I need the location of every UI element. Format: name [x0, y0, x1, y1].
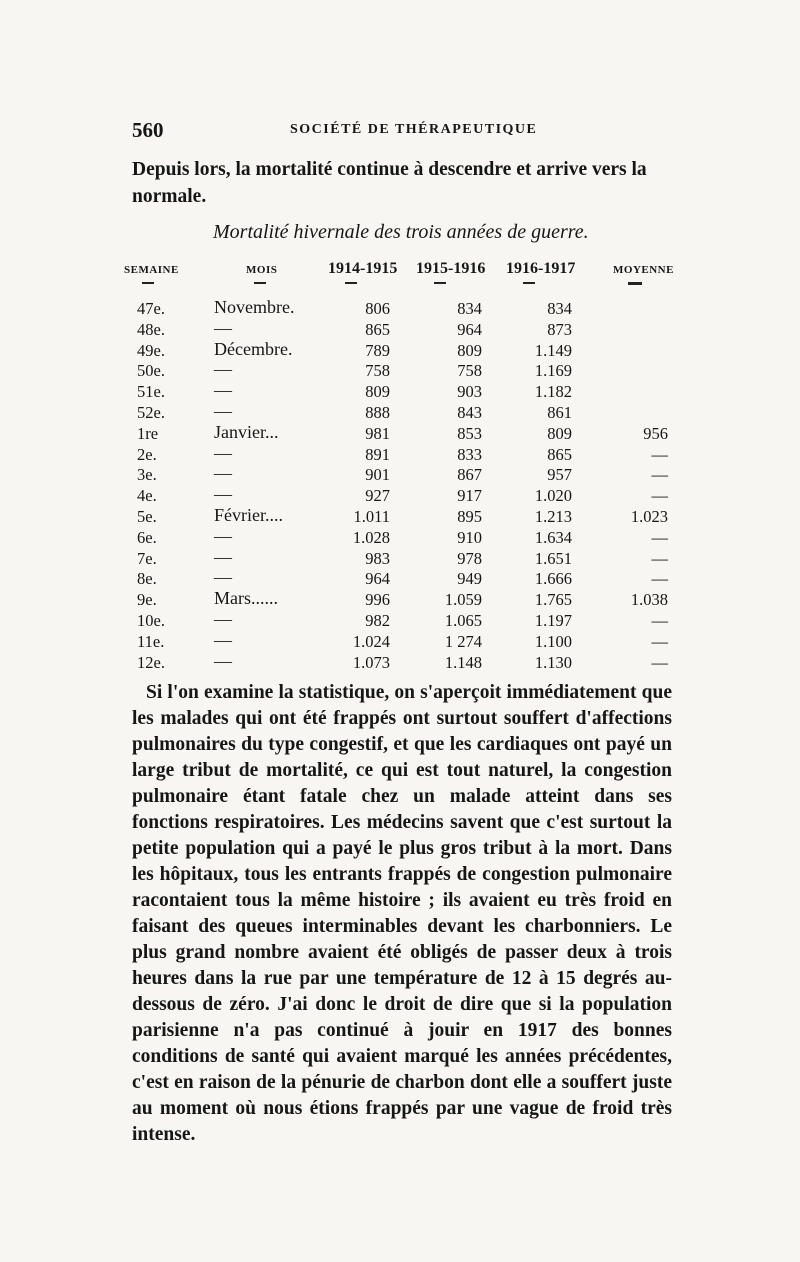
- week-cell: 6e.: [137, 527, 157, 547]
- value-1916-1917: 1.149: [534, 340, 572, 360]
- value-1916-1917: 873: [547, 319, 572, 339]
- month-cell: —: [214, 629, 232, 650]
- value-1914-1915: 1.011: [353, 507, 390, 526]
- value-1915-1916: 1.148: [444, 652, 482, 672]
- month-cell: —: [214, 401, 232, 421]
- month-cell: —: [214, 609, 232, 629]
- average-cell: —: [651, 652, 668, 672]
- value-1915-1916: 910: [457, 527, 482, 547]
- value-1914-1915: 982: [365, 611, 390, 630]
- header-dash: [628, 282, 642, 285]
- value-1915-1916: 1.059: [444, 590, 482, 610]
- value-1914-1915: 996: [365, 590, 390, 610]
- value-1914-1915: 981: [365, 423, 390, 443]
- average-cell: —: [651, 548, 668, 568]
- header-mois: MOIS: [246, 264, 278, 276]
- month-cell: —: [214, 484, 232, 505]
- value-1916-1917: 1.169: [534, 361, 572, 381]
- week-cell: 47e.: [137, 299, 165, 318]
- value-1916-1917: 957: [547, 465, 572, 485]
- value-1916-1917: 1.666: [534, 569, 572, 589]
- page-header: [132, 118, 672, 142]
- week-cell: 2e.: [137, 444, 157, 464]
- week-cell: 51e.: [137, 382, 165, 402]
- month-cell: —: [214, 567, 232, 588]
- header-1915-1916: 1915-1916: [416, 260, 486, 277]
- week-cell: 50e.: [137, 361, 165, 381]
- header-1914-1915: 1914-1915: [328, 260, 398, 277]
- week-cell: 48e.: [137, 319, 165, 339]
- value-1914-1915: 806: [365, 299, 390, 318]
- value-1915-1916: 809: [457, 340, 482, 360]
- value-1915-1916: 1.065: [444, 611, 482, 630]
- header-dash: [254, 282, 266, 284]
- average-cell: —: [651, 631, 668, 651]
- body-paragraph-text: Si l'on examine la statistique, on s'aperçoit immédiatement que les malades qui ont été frappés ont surtout souffert d'affections pulmonaires du type congestif, et que les cardiaques ont payé un large tribut de mortalité, ce qui est tout naturel, la congestion pulmonaire étant fatale chez un malade atteint dans ses fonctions respiratoires. Les médecins savent que c'est surtout la petite population qui a payé le plus gros tribut à la mort. Dans les hôpitaux, tous les entrants frappés de congestion pulmonaire racontaient tous la même histoire ; ils avaient eu très froid en faisant des queues interminables devant les charbonniers. Le plus grand nombre avaient été obligés de passer deux à trois heures dans la rue par une température de 12 à 15 degrés au-dessous de zéro. J'ai donc le droit de dire que si la population parisienne n'a pas continué à jouir en 1917 des bonnes conditions de santé qui avaient marqué les années précédentes, c'est en raison de la pénurie de charbon dont elle a souffert juste au moment où nous étions frappés par une vague de froid très intense.: [132, 682, 672, 1145]
- week-cell: 10e.: [137, 611, 165, 630]
- average-cell: —: [651, 444, 668, 464]
- value-1915-1916: 895: [457, 507, 482, 526]
- week-cell: 7e.: [137, 548, 157, 568]
- week-cell: 11e.: [137, 631, 165, 651]
- value-1914-1915: 758: [365, 361, 390, 381]
- header-dash: [142, 282, 154, 284]
- value-1915-1916: 917: [457, 486, 482, 506]
- average-cell: 956: [643, 423, 668, 443]
- month-cell: Janvier...: [214, 421, 279, 442]
- value-1916-1917: 1.213: [534, 507, 572, 526]
- average-cell: 1.038: [630, 590, 668, 610]
- month-cell: —: [214, 317, 232, 338]
- week-cell: 4e.: [137, 486, 157, 506]
- value-1914-1915: 1.073: [352, 652, 390, 672]
- week-cell: 5e.: [137, 507, 157, 526]
- value-1915-1916: 867: [457, 465, 482, 485]
- value-1915-1916: 833: [457, 444, 482, 464]
- value-1916-1917: 1.634: [534, 527, 572, 547]
- week-cell: 1re: [137, 423, 159, 443]
- value-1916-1917: 865: [547, 444, 572, 464]
- value-1914-1915: 865: [365, 319, 390, 339]
- value-1914-1915: 809: [365, 382, 390, 402]
- average-cell: —: [651, 569, 668, 589]
- week-cell: 12e.: [137, 652, 165, 672]
- value-1915-1916: 903: [457, 382, 482, 402]
- header-semaine: SEMAINE: [124, 264, 179, 276]
- value-1915-1916: 758: [457, 361, 482, 381]
- week-cell: 9e.: [137, 590, 157, 610]
- value-1915-1916: 964: [457, 319, 482, 339]
- month-cell: Décembre.: [214, 338, 293, 359]
- average-cell: —: [651, 611, 668, 630]
- running-title: SOCIÉTÉ DE THÉRAPEUTIQUE: [290, 122, 538, 137]
- month-cell: —: [214, 359, 232, 380]
- value-1915-1916: 949: [457, 569, 482, 589]
- value-1916-1917: 1.020: [534, 486, 572, 506]
- value-1914-1915: 983: [365, 548, 390, 568]
- header-moyenne: MOYENNE: [613, 264, 674, 276]
- header-dash: [434, 282, 446, 284]
- value-1915-1916: 1 274: [444, 631, 482, 651]
- average-cell: —: [651, 486, 668, 506]
- value-1916-1917: 1.130: [534, 652, 572, 672]
- month-cell: Février....: [214, 505, 283, 525]
- header-dash: [345, 282, 357, 284]
- intro-paragraph: Depuis lors, la mortalité continue à descendre et arrive vers la normale.: [132, 159, 647, 207]
- average-cell: —: [651, 465, 668, 485]
- page-number: 560: [132, 118, 164, 142]
- table-title: Mortalité hivernale des trois années de guerre.: [213, 221, 589, 243]
- week-cell: 52e.: [137, 403, 165, 422]
- value-1914-1915: 1.024: [352, 631, 390, 651]
- week-cell: 8e.: [137, 569, 157, 589]
- value-1914-1915: 888: [365, 403, 390, 422]
- table-row: [0, 650, 800, 677]
- month-cell: —: [214, 525, 232, 546]
- value-1916-1917: 861: [547, 403, 572, 422]
- value-1914-1915: 901: [365, 465, 390, 485]
- value-1914-1915: 891: [365, 444, 390, 464]
- value-1915-1916: 843: [457, 403, 482, 422]
- header-1916-1917: 1916-1917: [506, 260, 576, 277]
- value-1916-1917: 1.197: [534, 611, 572, 630]
- value-1914-1915: 927: [365, 486, 390, 506]
- week-cell: 3e.: [137, 465, 157, 485]
- value-1915-1916: 834: [457, 299, 482, 318]
- value-1915-1916: 853: [457, 423, 482, 443]
- month-cell: —: [214, 650, 232, 671]
- month-cell: —: [214, 380, 232, 401]
- value-1916-1917: 809: [547, 423, 572, 443]
- month-cell: Novembre.: [214, 297, 295, 317]
- value-1915-1916: 978: [457, 548, 482, 568]
- value-1916-1917: 834: [547, 299, 572, 318]
- month-cell: —: [214, 546, 232, 567]
- body-paragraph: [132, 680, 672, 1148]
- value-1916-1917: 1.651: [534, 548, 572, 568]
- header-dash: [523, 282, 535, 284]
- value-1916-1917: 1.765: [534, 590, 572, 610]
- value-1914-1915: 789: [365, 340, 390, 360]
- average-cell: 1.023: [630, 507, 668, 526]
- value-1916-1917: 1.182: [534, 382, 572, 402]
- month-cell: Mars......: [214, 588, 278, 609]
- week-cell: 49e.: [137, 340, 165, 360]
- value-1916-1917: 1.100: [534, 631, 572, 651]
- average-cell: —: [651, 527, 668, 547]
- month-cell: —: [214, 463, 232, 484]
- value-1914-1915: 1.028: [352, 527, 390, 547]
- month-cell: —: [214, 442, 232, 463]
- value-1914-1915: 964: [365, 569, 390, 589]
